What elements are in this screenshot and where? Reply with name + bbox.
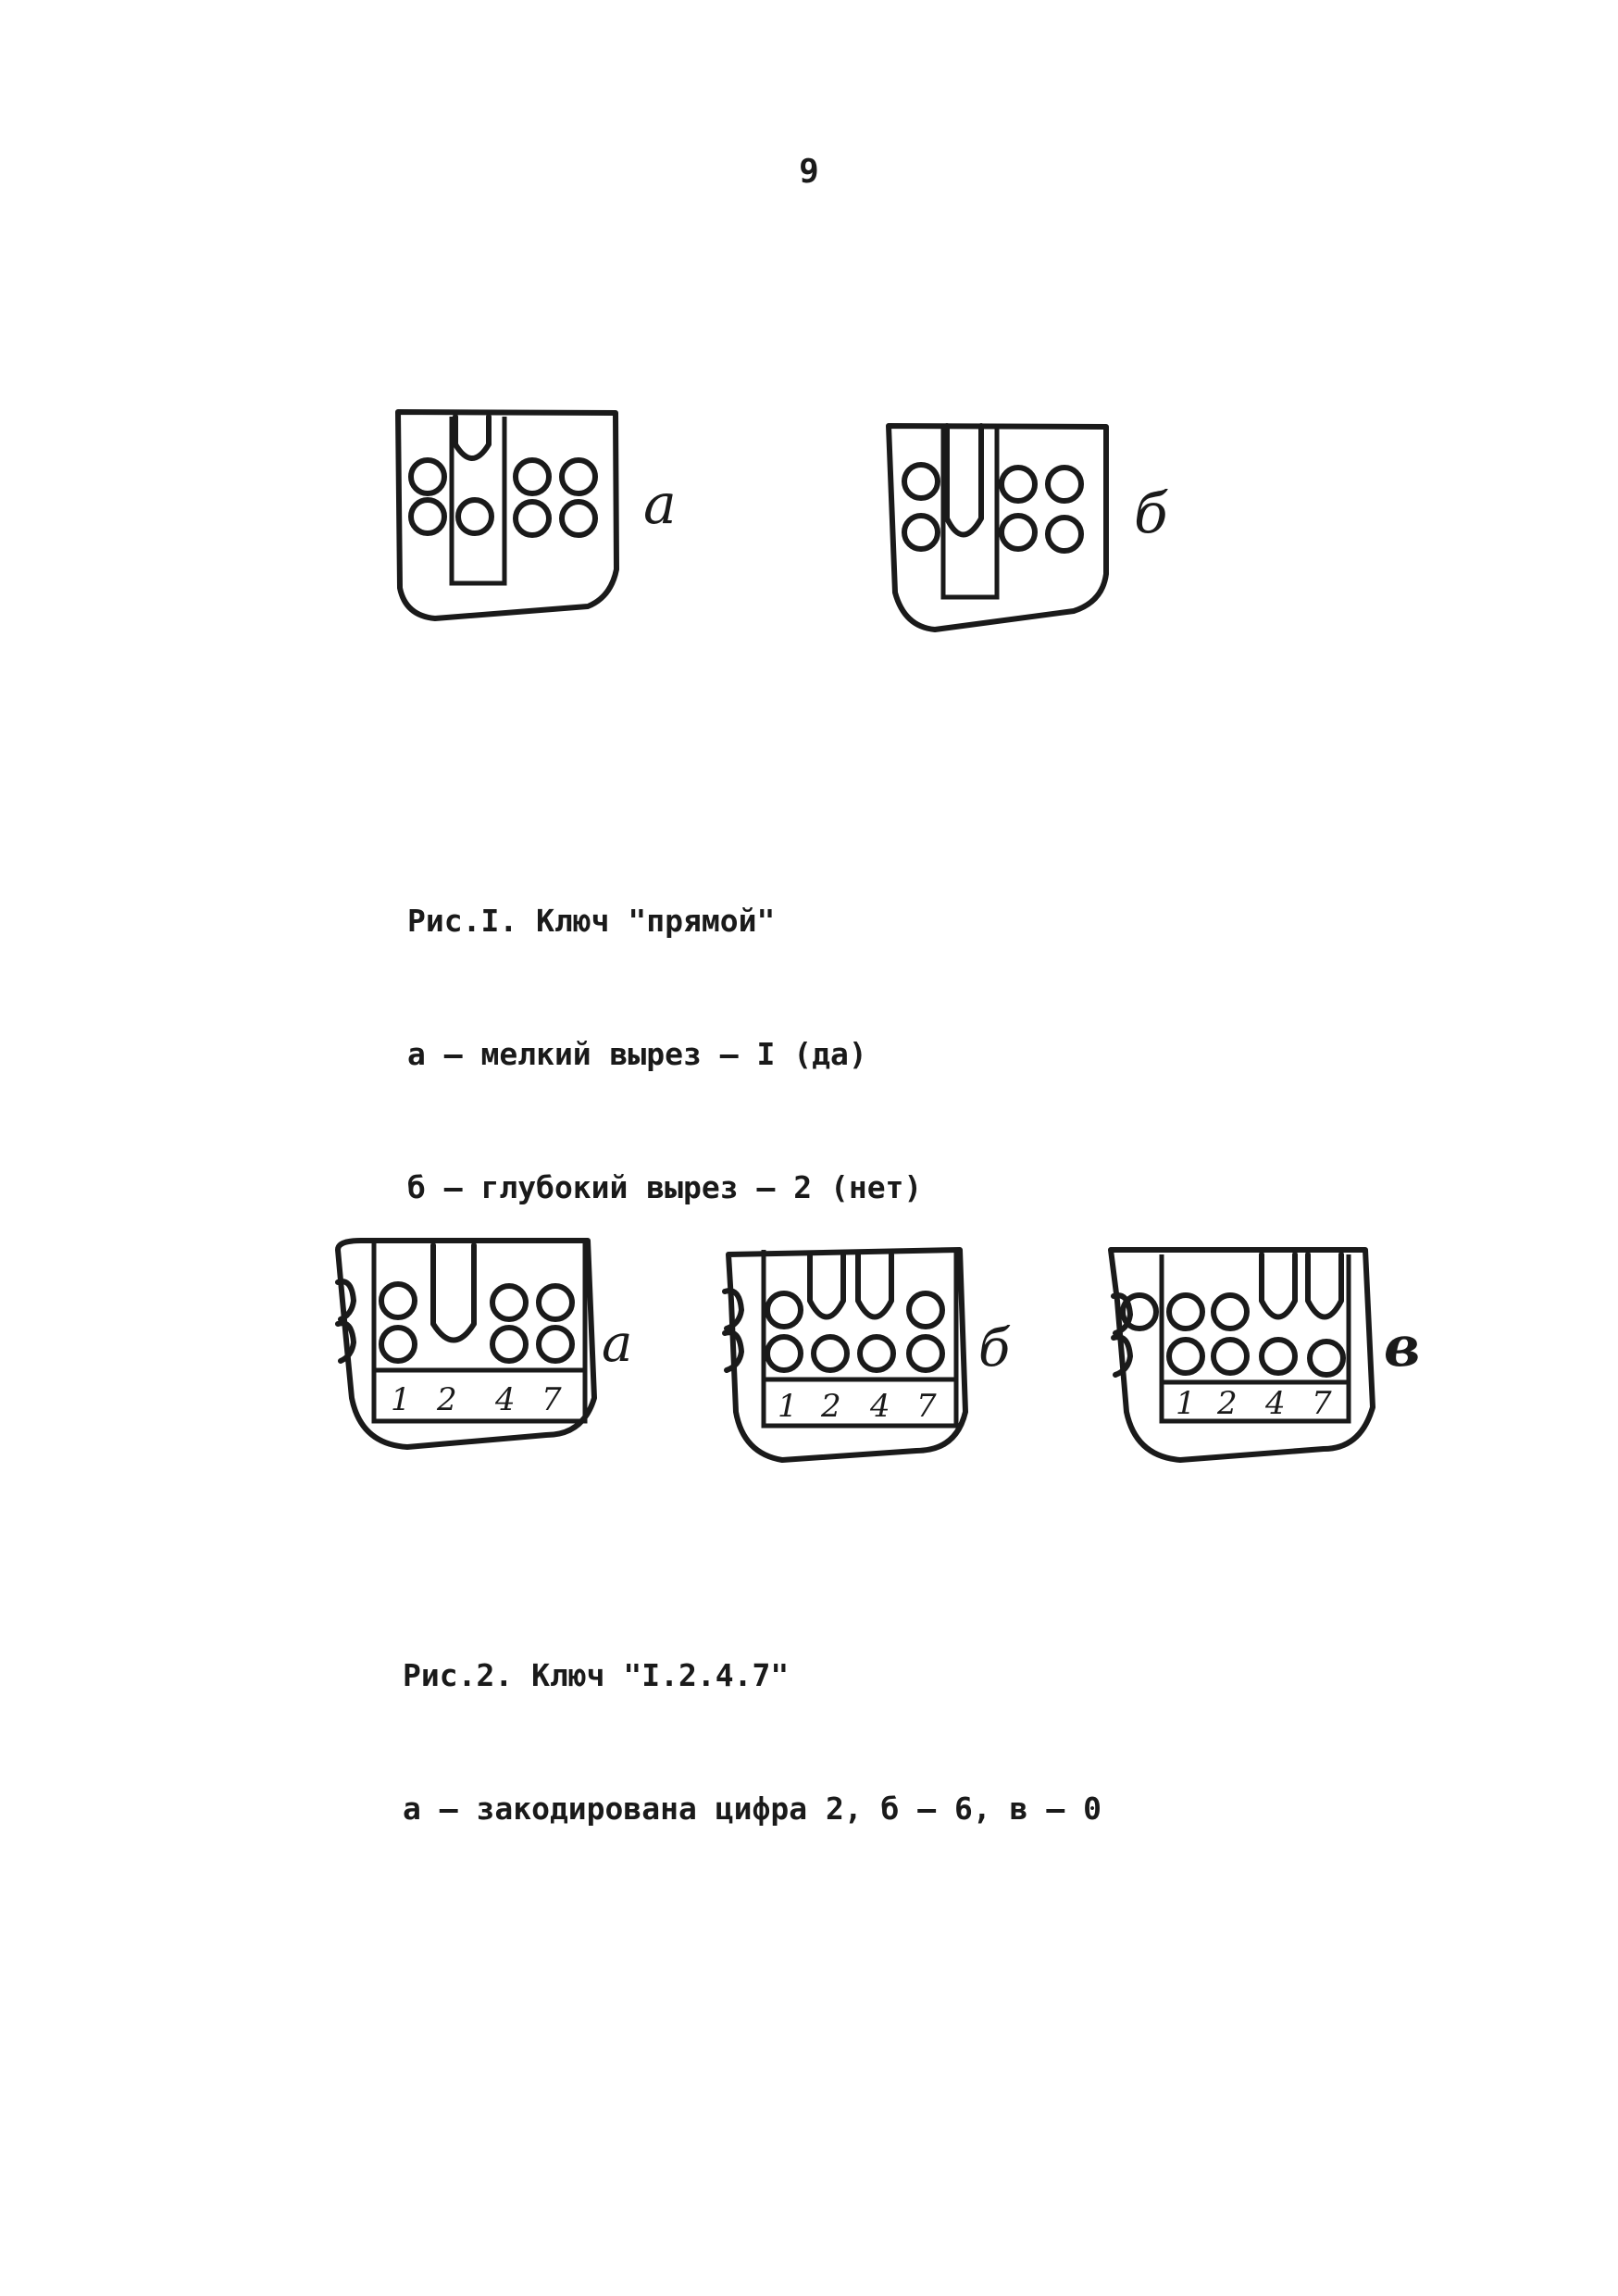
figure2-key-a: [333, 1236, 648, 1477]
figure1-key-b: [884, 421, 1168, 653]
figure2-a-digit-4: 4: [495, 1381, 516, 1418]
figure1-key-a: [389, 407, 677, 648]
figure1-caption-line-b: б – глубокий вырез – 2 (нет): [407, 1169, 923, 1205]
figure2-caption-title: Рис.2. Ключ "I.2.4.7": [403, 1657, 790, 1693]
figure2-label-c: в: [1384, 1315, 1421, 1379]
figure2-a-digit-7: 7: [541, 1381, 562, 1418]
figure2-label-b: б: [978, 1318, 1011, 1379]
figure2-a-digit-2: 2: [437, 1381, 457, 1418]
figure2-b-digit-1: 1: [778, 1388, 798, 1425]
figure2-a-digit-1: 1: [391, 1381, 411, 1418]
figure2-caption: [403, 1565, 1101, 1876]
figure2-c-digit-4: 4: [1265, 1385, 1286, 1422]
figure2-c-digit-2: 2: [1217, 1385, 1238, 1422]
figure2-b-digit-7: 7: [916, 1388, 937, 1425]
page-number: 9: [799, 153, 819, 191]
figure2-b-digit-2: 2: [821, 1388, 841, 1425]
figure1-label-a: а: [643, 472, 677, 537]
figure2-key-c: [1106, 1245, 1439, 1486]
figure1-caption-title: Рис.I. Ключ "прямой": [407, 903, 776, 939]
figure1-caption: [407, 810, 922, 1254]
figure2-c-digit-7: 7: [1312, 1385, 1332, 1422]
figure2-key-b: [717, 1245, 1032, 1486]
figure2-b-digit-4: 4: [870, 1388, 890, 1425]
figure1-caption-line-a: а – мелкий вырез – I (да): [407, 1036, 867, 1072]
figure2-caption-line: а – закодирована цифра 2, б – 6, в – 0: [403, 1791, 1101, 1827]
figure2-c-digit-1: 1: [1176, 1385, 1196, 1422]
figure1-label-b: б: [1134, 481, 1168, 546]
figure2-label-a: а: [602, 1314, 633, 1374]
